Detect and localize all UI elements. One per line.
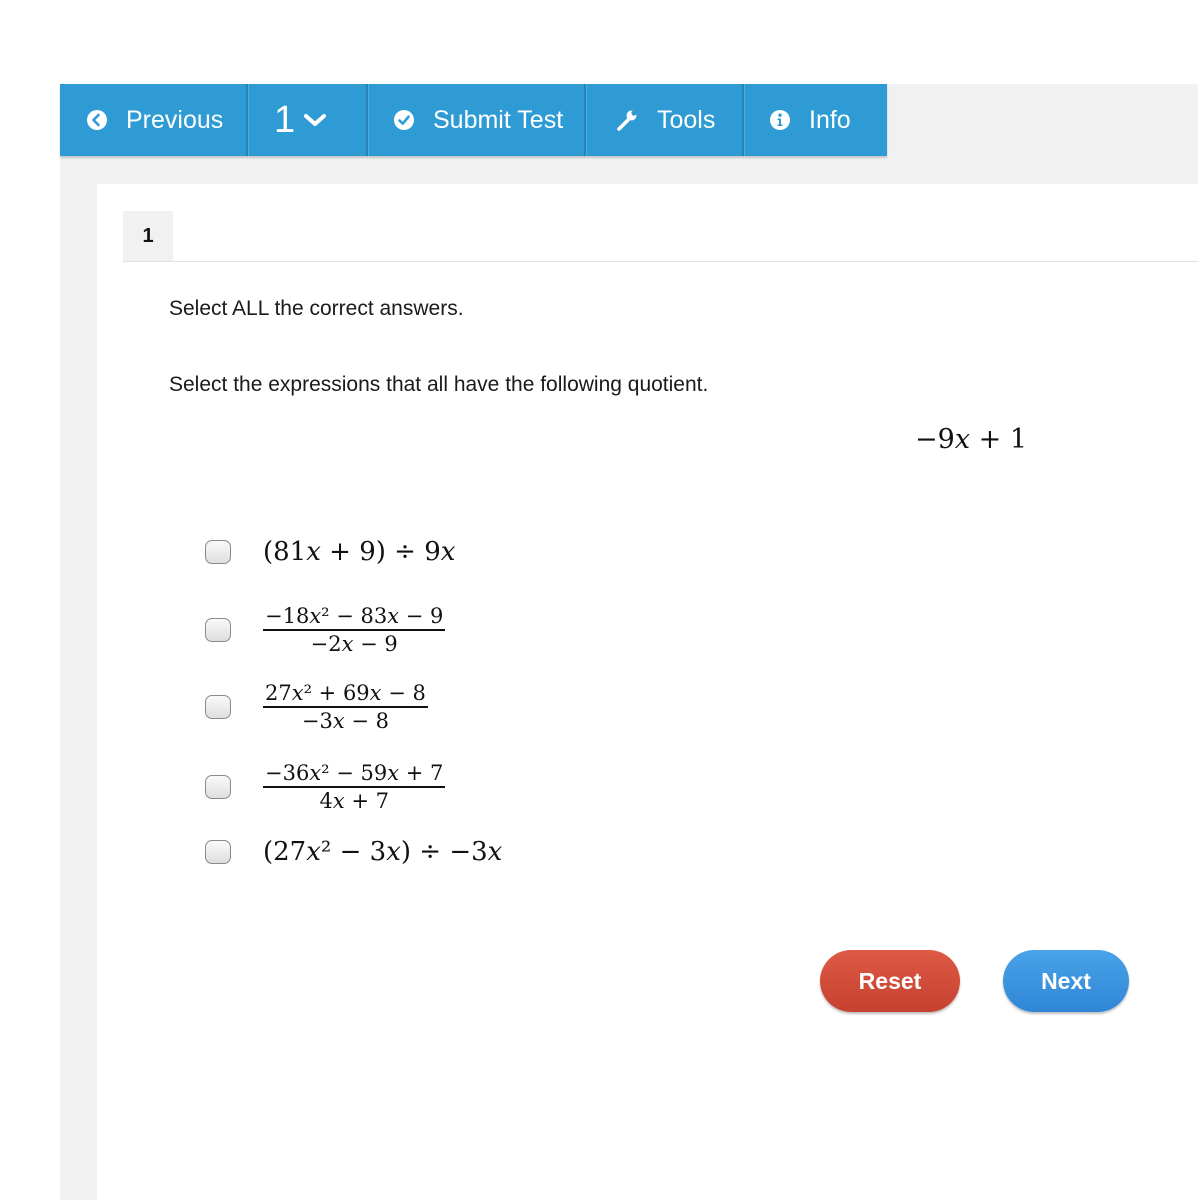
tools-label: Tools — [657, 105, 716, 134]
circle-check-icon — [393, 109, 415, 131]
choice-2-checkbox[interactable] — [205, 618, 231, 642]
answer-choice-3[interactable] — [205, 681, 428, 733]
choice-1-expression: (81x + 9) ÷ 9x — [263, 537, 456, 567]
answer-choice-2[interactable] — [205, 604, 445, 656]
target-quotient: −9x + 1 — [915, 424, 1028, 455]
answer-choice-1[interactable] — [205, 537, 455, 567]
answer-choice-4[interactable] — [205, 761, 445, 813]
previous-button[interactable] — [60, 84, 248, 156]
question-selector-dropdown[interactable] — [248, 84, 368, 156]
submit-test-button[interactable] — [368, 84, 586, 156]
choice-4-checkbox[interactable] — [205, 775, 231, 799]
choice-2-numerator: −18x² − 83x − 9 — [263, 604, 445, 631]
choice-4-denominator: 4x + 7 — [319, 789, 389, 813]
question-prompt: Select the expressions that all have the following quotient. — [169, 373, 709, 396]
submit-test-label: Submit Test — [433, 105, 564, 134]
question-instruction: Select ALL the correct answers. — [169, 297, 464, 320]
reset-button[interactable]: Reset — [820, 950, 960, 1012]
choice-3-numerator: 27x² + 69x − 8 — [263, 681, 428, 708]
tools-button[interactable] — [586, 84, 744, 156]
choice-4-numerator: −36x² − 59x + 7 — [263, 761, 445, 788]
info-circle-icon — [769, 109, 791, 131]
choice-2-denominator: −2x − 9 — [310, 632, 398, 656]
choice-3-expression — [263, 681, 428, 733]
answer-choice-5[interactable] — [205, 837, 502, 867]
choice-3-checkbox[interactable] — [205, 695, 231, 719]
question-selector-value: 1 — [274, 98, 296, 141]
choice-2-expression — [263, 604, 445, 656]
choice-1-checkbox[interactable] — [205, 540, 231, 564]
test-toolbar — [60, 84, 887, 156]
circle-arrow-left-icon — [86, 109, 108, 131]
next-button[interactable]: Next — [1003, 950, 1129, 1012]
chevron-down-icon — [303, 112, 327, 128]
info-label: Info — [809, 105, 851, 134]
info-button[interactable] — [744, 84, 887, 156]
wrench-icon — [615, 108, 639, 132]
divider — [123, 261, 1198, 262]
question-panel — [97, 184, 1198, 1200]
choice-5-expression: (27x² − 3x) ÷ −3x — [263, 837, 503, 867]
choice-3-denominator: −3x − 8 — [301, 709, 389, 733]
choice-5-checkbox[interactable] — [205, 840, 231, 864]
choice-4-expression — [263, 761, 445, 813]
question-number-tab: 1 — [123, 211, 173, 261]
previous-label: Previous — [126, 105, 224, 134]
